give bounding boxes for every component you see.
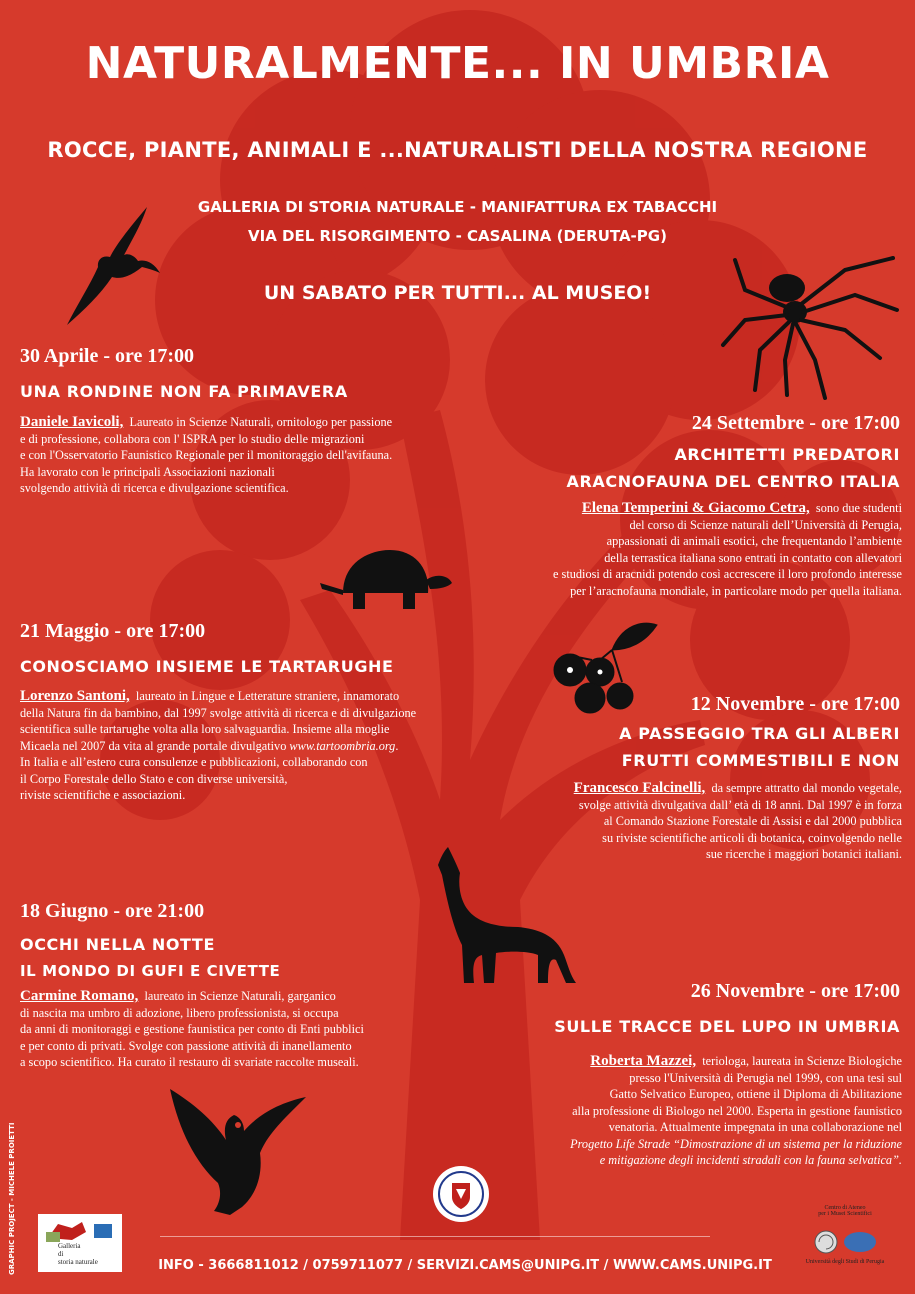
location-line-1: GALLERIA DI STORIA NATURALE - MANIFATTURA EX TABACCHI <box>197 198 718 216</box>
event-3-speaker: Lorenzo Santoni, <box>20 688 130 704</box>
event-6-title: SULLE TRACCE DEL LUPO IN UMBRIA <box>554 1017 900 1036</box>
poster-subtitle: ROCCE, PIANTE, ANIMALI E ...NATURALISTI DELLA NOSTRA REGIONE <box>47 138 868 162</box>
howling-wolf-icon <box>438 845 578 985</box>
event-6-date: 26 Novembre - ore 17:00 <box>690 980 900 1002</box>
event-5-date: 18 Giugno - ore 21:00 <box>20 900 205 922</box>
event-4-title: A PASSEGGIO TRA GLI ALBERI <box>619 724 900 743</box>
event-4-speaker: Francesco Falcinelli, <box>573 780 706 796</box>
event-4-subtitle: FRUTTI COMMESTIBILI E NON <box>621 751 900 770</box>
event-6-description: Roberta Mazzei, teriologa, laureata in Scienze Biologiche presso l'Università di Perugia nel 1999, con una tesi sul Gatto Selvatico Europeo, ottiene il Diploma di Abilitazione alla professione di Biologo nel 2000. Esperta in gestione faunistico venatoria. Attualmente impegnata in una collaborazione nel Progetto Life Strade “Dimostrazione di un sistema per la riduzione e mitigazione degli incidenti stradali con la fauna selvatica”. <box>570 1053 902 1167</box>
event-5-subtitle: IL MONDO DI GUFI E CIVETTE <box>20 962 281 980</box>
event-3-title: CONOSCIAMO INSIEME LE TARTARUGHE <box>20 657 394 676</box>
event-2-subtitle: ARACNOFAUNA DEL CENTRO ITALIA <box>566 472 900 491</box>
poster-title: NATURALMENTE... IN UMBRIA <box>85 38 830 89</box>
swallow-icon <box>62 205 162 330</box>
event-1-title: UNA RONDINE NON FA PRIMAVERA <box>20 382 348 401</box>
tagline: UN SABATO PER TUTTI... AL MUSEO! <box>263 282 652 304</box>
event-2-description: Elena Temperini & Giacomo Cetra, sono due studenti del corso di Scienze naturali dell’Università di Perugia, appassionati di animali esotici, che frequentando l’ambiente della terrastica italiana sono entrati in contatto con allevatori e studiosi di aracnidi potendo così accrescere il loro profondo interesse per l’aracnofauna mondiale, in particolare modo per quella italiana. <box>553 500 902 598</box>
galleria-storia-naturale-logo: Galleria di storia naturale <box>38 1214 122 1272</box>
footer-divider <box>160 1236 710 1237</box>
event-3-website[interactable]: www.tartoombria.org <box>289 738 396 753</box>
event-1-description: Daniele Iavicoli, Laureato in Scienze Naturali, ornitologo per passione e di professione, collabora con l' ISPRA per lo studio delle migrazioni e con l'Osservatorio Faunistico Regionale per il monitoraggio dell'avifauna. Ha lavorato con le principali Associazioni nazionali svolgendo attività di ricerca e divulgazione scientifica. <box>20 414 393 495</box>
event-6-speaker: Roberta Mazzei, <box>590 1053 697 1069</box>
tortoise-icon <box>318 545 453 615</box>
owl-icon <box>168 1085 308 1217</box>
graphic-credit: GRAPHIC PROJECT - MICHELE PROIETTI <box>8 1122 16 1275</box>
shell-logo-icon <box>808 1229 882 1255</box>
event-5-title: OCCHI NELLA NOTTE <box>20 935 215 954</box>
event-3-date: 21 Maggio - ore 17:00 <box>20 620 206 642</box>
event-4-date: 12 Novembre - ore 17:00 <box>690 693 900 715</box>
event-2-speaker: Elena Temperini & Giacomo Cetra, <box>581 500 810 516</box>
event-4-description: Francesco Falcinelli, da sempre attratto dal mondo vegetale, svolge attività divulgativa dall’ età di 18 anni. Dal 1997 è in forza al Comando Stazione Forestale di Assisi e dal 2000 pubblica su riviste scientifiche articoli di botanica, coinvolgendo nelle sue ricerche i maggiori botanici italiani. <box>573 780 902 861</box>
event-1-speaker: Daniele Iavicoli, <box>20 414 124 430</box>
cams-logo: Centro di Ateneo per i Musei Scientifici Università degli Studi di Perugia <box>805 1205 885 1265</box>
event-1-date: 30 Aprile - ore 17:00 <box>20 345 195 367</box>
event-2-title: ARCHITETTI PREDATORI <box>674 445 900 464</box>
footer-info: INFO - 3666811012 / 0759711077 / SERVIZI.CAMS@UNIPG.IT / WWW.CAMS.UNIPG.IT <box>158 1258 772 1273</box>
event-3-description: Lorenzo Santoni, laureato in Lingue e Letterature straniere, innamorato della Natura fin da bambino, dal 1997 svolge attività di ricerca e di divulgazione scientifica sulle tartarughe volta alla loro salvaguardia. Insieme alla moglie Micaela nel 2007 da vita al grande portale divulgativo www.tartoombria.org. In Italia e all’estero cura consulenze e pubblicazioni, collaborando con il Corpo Forestale dello Stato e con diverse università, riviste scientifiche e associazioni. <box>20 688 417 802</box>
event-2-date: 24 Settembre - ore 17:00 <box>691 412 900 434</box>
event-5-speaker: Carmine Romano, <box>20 988 139 1004</box>
animals-logo-icon <box>42 1218 118 1242</box>
event-5-description: Carmine Romano, laureato in Scienze Naturali, garganico di nascita ma umbro di adozione, libero professionista, si occupa da anni di monitoraggi e gestione faunistica per conto di Enti pubblici e per conto di privati. Svolge con passione attività di inanellamento a scopo scientifico. Ha curato il restauro di svariate raccolte museali. <box>20 988 364 1069</box>
university-seal-icon <box>432 1165 490 1223</box>
spider-icon <box>715 250 900 400</box>
location-line-2: VIA DEL RISORGIMENTO - CASALINA (DERUTA-PG) <box>248 227 667 245</box>
